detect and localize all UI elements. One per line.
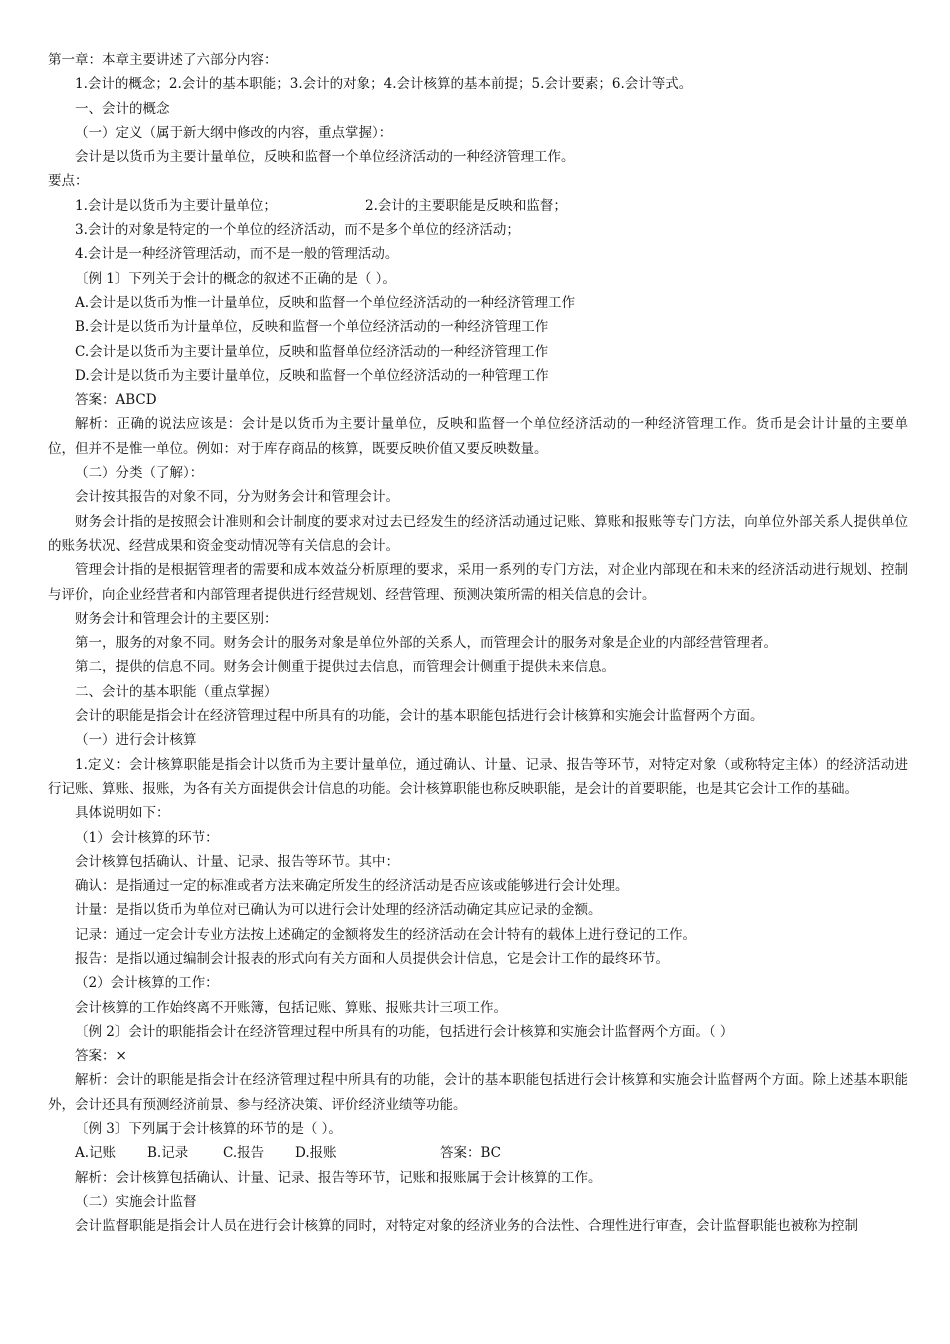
example1-question: 〔例 1〕下列关于会计的概念的叙述不正确的是（ ）。 [75, 270, 396, 287]
example3-option-a: A.记账 [75, 1145, 117, 1162]
management-accounting-desc: 管理会计指的是根据管理者的需要和成本效益分析原理的要求，采用一系列的专门方法，对企业内部现在和未来的经济活动进行规划、控制与评价，向企业经营者和内部管理者提供进行经营规划、经营管理、预测决策所需的相关信息的会计。 [48, 562, 908, 603]
item1-desc: 会计核算包括确认、计量、记录、报告等环节。其中： [75, 853, 399, 870]
example3-analysis: 解析：会计核算包括确认、计量、记录、报告等环节，记账和报账属于会计核算的工作。 [75, 1169, 602, 1186]
example1-option-d: D.会计是以货币为主要计量单位，反映和监督一个单位经济活动的一种管理工作 [75, 367, 549, 384]
difference-2: 第二，提供的信息不同。财务会计侧重于提供过去信息，而管理会计侧重于提供未来信息。 [75, 659, 615, 676]
section1-title: 一、会计的概念 [75, 100, 170, 117]
example3-options-row [48, 1141, 908, 1165]
section2-intro: 会计的职能是指会计在经济管理过程中所具有的功能，会计的基本职能包括进行会计核算和实施会计监督两个方面。 [75, 708, 764, 725]
keypoints-row-1 [48, 194, 908, 218]
classification-intro: 会计按其报告的对象不同，分为财务会计和管理会计。 [75, 489, 399, 506]
item1-title: （1）会计核算的环节： [75, 829, 219, 846]
example1-option-c: C.会计是以货币为主要计量单位，反映和监督单位经济活动的一种经济管理工作 [75, 343, 549, 360]
overview-list: 1.会计的概念；2.会计的基本职能；3.会计的对象；4.会计核算的基本前提；5.会计要素；6.会计等式。 [75, 76, 693, 93]
item2-desc: 会计核算的工作始终离不开账簿，包括记账、算账、报账共计三项工作。 [75, 999, 507, 1016]
example2-analysis: 解析：会计的职能是指会计在经济管理过程中所具有的功能，会计的基本职能包括进行会计核算和实施会计监督两个方面。除上述基本职能外，会计还具有预测经济前景、参与经济决策、评价经济业绩等功能。 [48, 1072, 908, 1113]
example3-option-d: D.报账 [295, 1145, 337, 1162]
document-page [48, 48, 908, 1239]
section1-sub2-title: （二）分类（了解）： [75, 465, 204, 482]
example3-answer: 答案：BC [440, 1145, 502, 1162]
example2-answer: 答案：× [75, 1048, 127, 1065]
example3-option-b: B.记录 [147, 1145, 189, 1162]
example1-analysis: 解析：正确的说法应该是：会计是以货币为主要计量单位，反映和监督一个单位经济活动的一种经济管理工作。货币是会计计量的主要单位，但并不是惟一单位。例如：对于库存商品的核算，既要反映价值又要反映数量。 [48, 416, 908, 457]
keypoint-1: 1.会计是以货币为主要计量单位； [75, 197, 277, 214]
section1-sub1-title: （一）定义（属于新大纲中修改的内容，重点掌握）： [75, 124, 393, 141]
example3-question: 〔例 3〕下列属于会计核算的环节的是（ ）。 [75, 1121, 342, 1138]
example1-answer: 答案：ABCD [75, 392, 157, 409]
difference-1: 第一，服务的对象不同。财务会计的服务对象是单位外部的关系人，而管理会计的服务对象是企业的内部经营管理者。 [75, 635, 777, 652]
example1-option-b: B.会计是以货币为计量单位，反映和监督一个单位经济活动的一种经济管理工作 [75, 319, 549, 336]
step-report: 报告：是指以通过编制会计报表的形式向有关方面和人员提供会计信息，它是会计工作的最终环节。 [75, 950, 669, 967]
accounting-function-definition: 1.定义：会计核算职能是指会计以货币为主要计量单位，通过确认、计量、记录、报告等环节，对特定对象（或称特定主体）的经济活动进行记账、算账、报账，为各有关方面提供会计信息的功能。会计核算职能也称反映职能，是会计的首要职能，也是其它会计工作的基础。 [48, 756, 908, 797]
section2-title: 二、会计的基本职能（重点掌握） [75, 683, 278, 700]
step-measure: 计量：是指以货币为单位对已确认为可以进行会计处理的经济活动确定其应记录的金额。 [75, 902, 602, 919]
section2-sub1-title: （一）进行会计核算 [75, 732, 197, 749]
example1-option-a: A.会计是以货币为惟一计量单位，反映和监督一个单位经济活动的一种经济管理工作 [75, 294, 576, 311]
section2-sub2-title: （二）实施会计监督 [75, 1193, 197, 1210]
keypoint-3: 3.会计的对象是特定的一个单位的经济活动，而不是多个单位的经济活动； [75, 222, 520, 239]
keypoint-4: 4.会计是一种经济管理活动，而不是一般的管理活动。 [75, 246, 399, 263]
item2-title: （2）会计核算的工作： [75, 975, 219, 992]
accounting-definition: 会计是以货币为主要计量单位，反映和监督一个单位经济活动的一种经济管理工作。 [75, 149, 575, 166]
explanation-label: 具体说明如下： [75, 805, 170, 822]
example3-option-c: C.报告 [223, 1145, 265, 1162]
chapter-heading: 第一章：本章主要讲述了六部分内容： [48, 52, 278, 68]
example2-question: 〔例 2〕会计的职能指会计在经济管理过程中所具有的功能，包括进行会计核算和实施会计监督两个方面。（ ） [75, 1023, 734, 1040]
differences-title: 财务会计和管理会计的主要区别： [75, 610, 278, 627]
financial-accounting-desc: 财务会计指的是按照会计准则和会计制度的要求对过去已经发生的经济活动通过记账、算账和报账等专门方法，向单位外部关系人提供单位的账务状况、经营成果和资金变动情况等有关信息的会计。 [48, 513, 908, 554]
supervision-definition: 会计监督职能是指会计人员在进行会计核算的同时，对特定对象的经济业务的合法性、合理性进行审查，会计监督职能也被称为控制 [75, 1218, 858, 1235]
step-confirm: 确认：是指通过一定的标准或者方法来确定所发生的经济活动是否应该或能够进行会计处理。 [75, 878, 629, 895]
step-record: 记录：通过一定会计专业方法按上述确定的金额将发生的经济活动在会计特有的载体上进行登记的工作。 [75, 926, 696, 943]
keypoints-label: 要点： [48, 173, 89, 190]
keypoint-2: 2.会计的主要职能是反映和监督； [365, 197, 567, 214]
